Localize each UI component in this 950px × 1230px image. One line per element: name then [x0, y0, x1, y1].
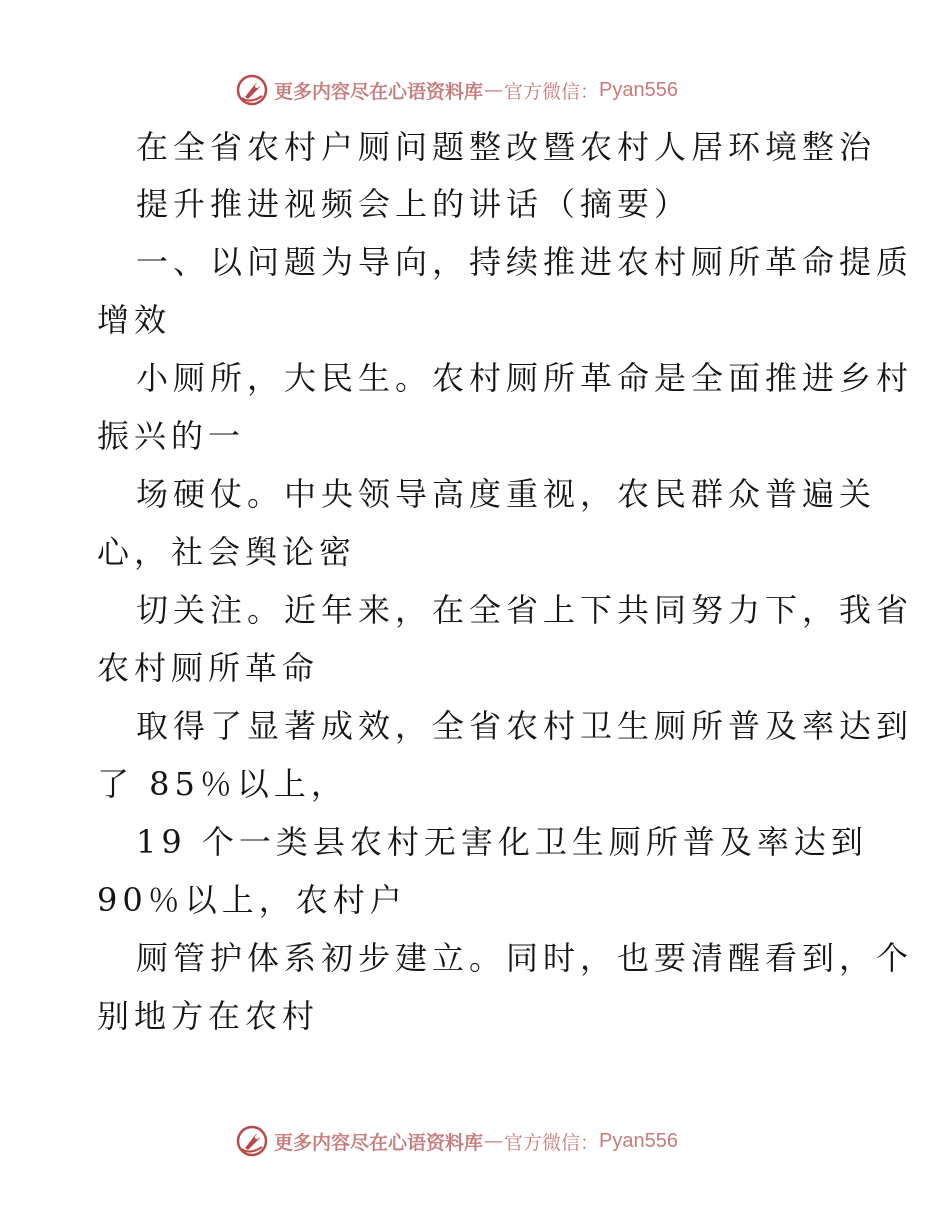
paragraph-line: 心，社会舆论密 — [97, 533, 357, 571]
paragraph-line: 19 个一类县农村无害化卫生厕所普及率达到 — [136, 823, 868, 861]
paragraph-line: 90％以上，农村户 — [97, 881, 407, 919]
paragraph-line: 别地方在农村 — [97, 997, 320, 1035]
watermark-sub-text: 官方微信： — [504, 80, 600, 103]
paragraph-line: 一、以问题为导向，持续推进农村厕所革命提质 — [136, 243, 914, 281]
header-watermark — [236, 72, 678, 108]
paragraph-line: 切关注。近年来，在全省上下共同努力下，我省 — [136, 591, 914, 629]
paragraph-line: 振兴的一 — [97, 417, 246, 455]
paragraph-line: 农村厕所革命 — [97, 649, 320, 687]
watermark-brand-text: 更多内容尽在心语资料库 — [274, 80, 484, 103]
watermark-wechat-id: Pyan556 — [599, 1129, 678, 1152]
paragraph-line: 了 85％以上， — [97, 765, 348, 803]
footer-watermark — [236, 1123, 678, 1159]
title-line-1: 在全省农村户厕问题整改暨农村人居环境整治 — [136, 128, 877, 166]
watermark-sub-text: 官方微信： — [504, 1131, 600, 1154]
watermark-brand-text: 更多内容尽在心语资料库 — [274, 1131, 484, 1154]
title-line-2: 提升推进视频会上的讲话（摘要） — [136, 185, 692, 223]
pen-nib-logo-icon — [236, 74, 268, 106]
paragraph-line: 小厕所，大民生。农村厕所革命是全面推进乡村 — [136, 359, 914, 397]
watermark-wechat-id: Pyan556 — [599, 78, 678, 101]
pen-nib-logo-icon — [236, 1125, 268, 1157]
paragraph-line: 场硬仗。中央领导高度重视，农民群众普遍关 — [136, 475, 877, 513]
watermark-dash: — — [484, 1130, 504, 1152]
watermark-dash: — — [484, 79, 504, 101]
paragraph-line: 增效 — [97, 301, 172, 339]
paragraph-line: 厕管护体系初步建立。同时，也要清醒看到，个 — [136, 939, 914, 977]
paragraph-line: 取得了显著成效，全省农村卫生厕所普及率达到 — [136, 707, 914, 745]
